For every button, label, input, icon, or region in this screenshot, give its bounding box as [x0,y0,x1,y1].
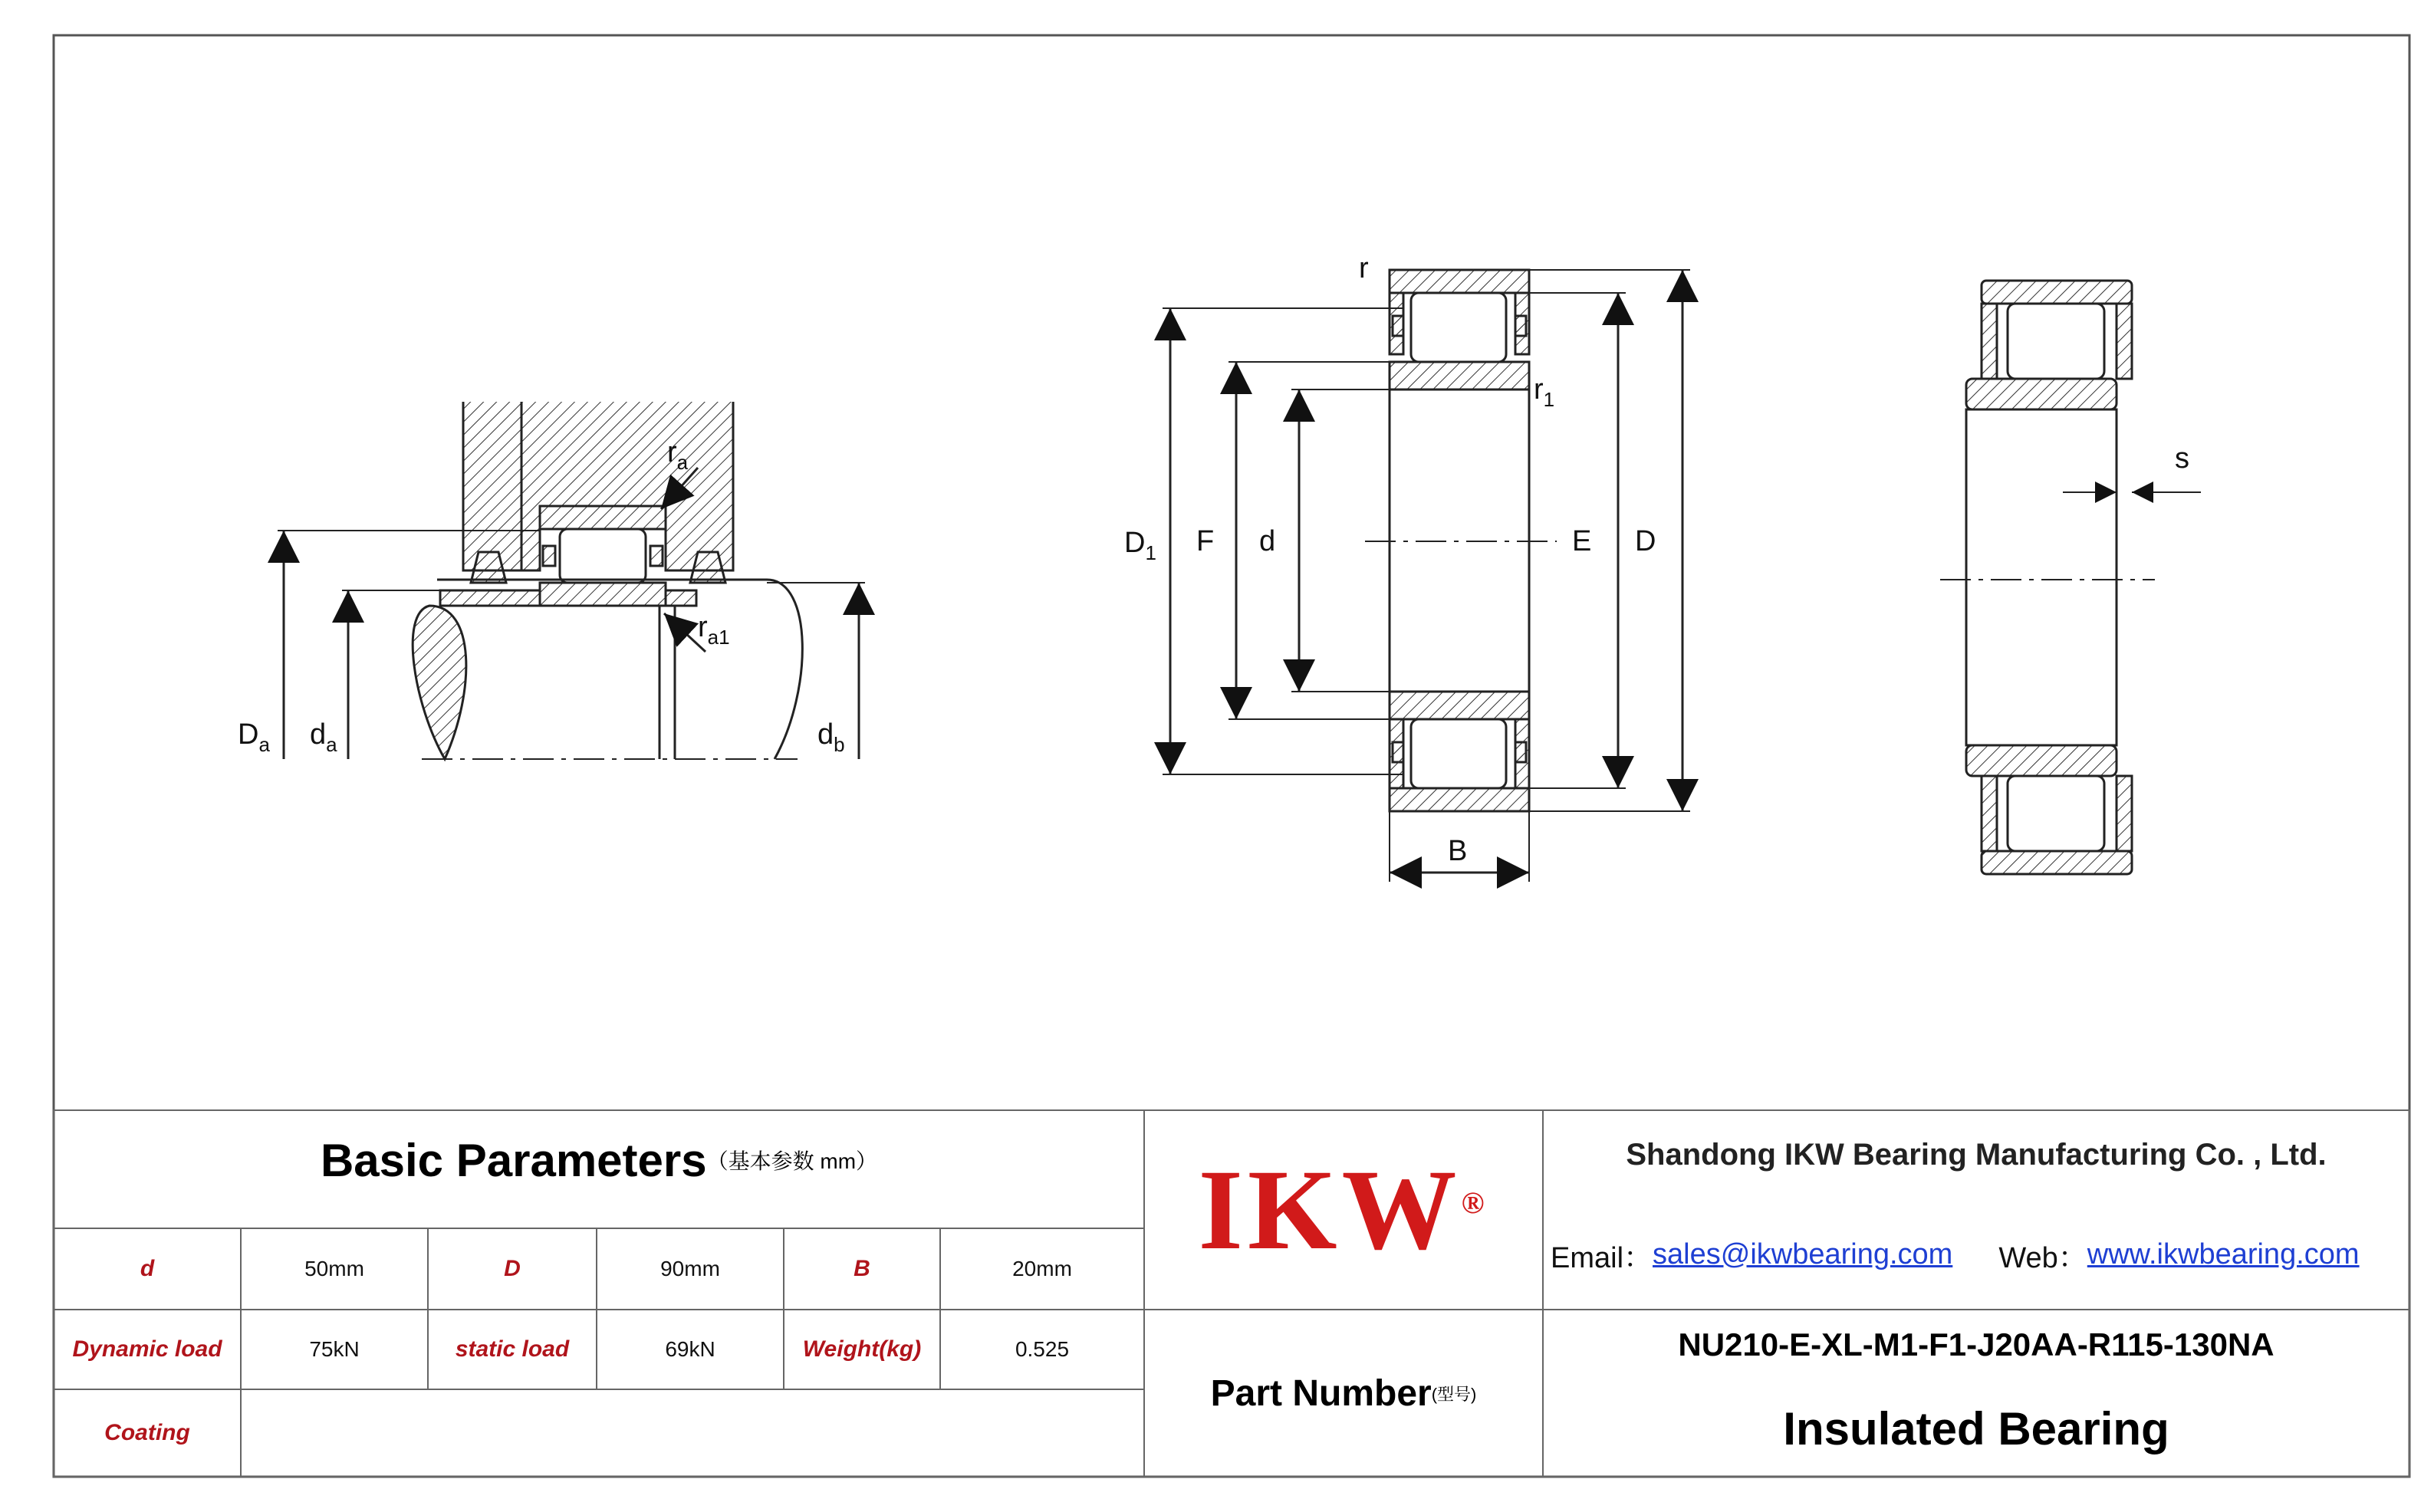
email-label: Email： [1551,1241,1653,1274]
part-number-value: NU210-E-XL-M1-F1-J20AA-R115-130NA [1678,1326,2274,1362]
mounting-view [278,402,865,759]
label-r1: $r_1$ [1534,373,1555,411]
param-label-dynamic-load: Dynamic load [72,1336,222,1362]
label-F: F [1196,525,1215,557]
contact-line [1543,1199,2409,1310]
web-link[interactable]: www.ikwbearing.com [2087,1238,2360,1270]
param-label-B: B [854,1256,870,1281]
label-B: B [1448,835,1468,867]
label-ra1: $r_{a1}$ [698,611,730,649]
param-value-static-load: 69kN [665,1337,715,1361]
label-D1: $D_1$ [1124,527,1156,564]
param-label-D: D [504,1256,521,1281]
email-link[interactable]: sales@ikwbearing.com [1653,1238,1953,1270]
part-number-note: (型号) [1431,1384,1477,1404]
company-name: Shandong IKW Bearing Manufacturing Co. , Ltd. [1626,1137,2327,1172]
param-value-D: 90mm [660,1257,720,1280]
param-value-d: 50mm [304,1257,364,1280]
logo-text: IKW [1198,1146,1462,1274]
param-label-weight: Weight(kg) [802,1336,922,1362]
param-value-coating [241,1389,1144,1477]
label-da: $d_a$ [310,718,337,756]
part-number-label: Part Number (型号) [1210,1372,1477,1414]
label-db: $d_b$ [817,718,845,756]
label-s: s [2175,442,2189,475]
param-label-coating: Coating [104,1420,190,1445]
part-description: Insulated Bearing [1783,1402,2169,1454]
param-value-dynamic-load: 75kN [309,1337,360,1361]
label-E: E [1572,525,1592,557]
web-label: Web： [1998,1241,2087,1274]
params-title-text: Basic Parameters [320,1134,707,1186]
label-D: D [1635,525,1656,557]
registered-mark: ® [1461,1185,1489,1220]
label-r: r [1359,252,1369,284]
label-ra: $r_a$ [667,436,689,474]
ikw-logo [1144,1110,1543,1310]
side-view [1940,281,2201,874]
label-Da: $D_a$ [238,718,270,756]
params-title [54,1110,1144,1210]
param-value-weight: 0.525 [1015,1337,1070,1361]
param-label-static-load: static load [455,1336,570,1362]
param-value-B: 20mm [1012,1257,1072,1280]
label-d: d [1259,525,1276,557]
section-view [1163,270,1690,882]
param-label-d: d [140,1256,155,1281]
params-title-note: （基本参数 mm） [706,1149,878,1173]
